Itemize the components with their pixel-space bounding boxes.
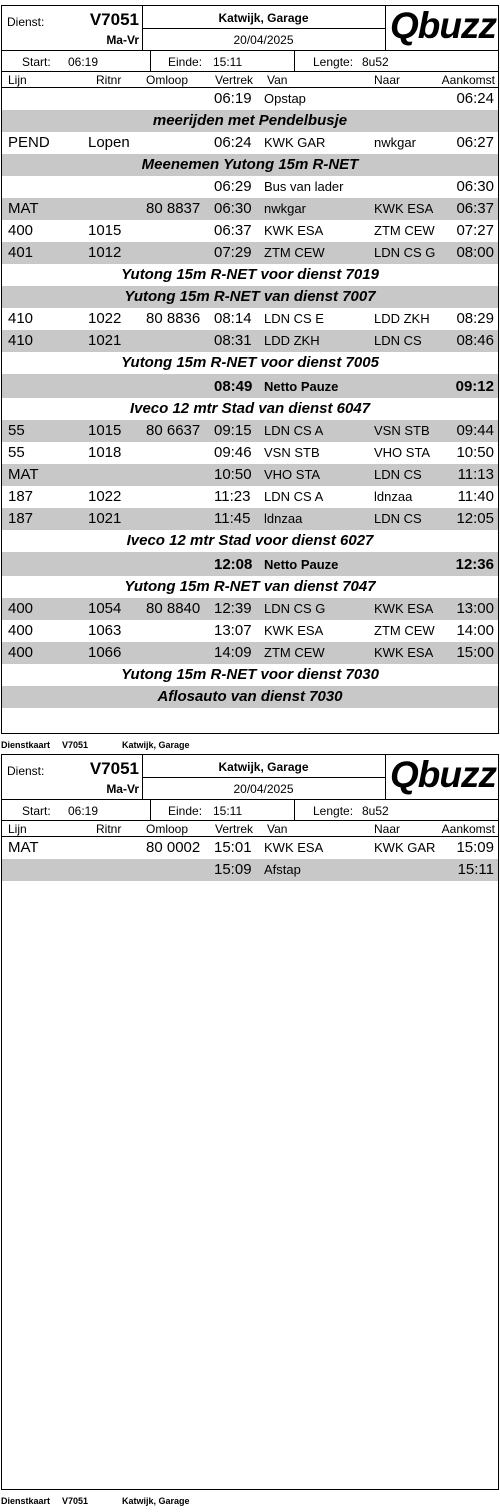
cell-ritnr: 1018: [88, 444, 122, 461]
cell-lijn: 55: [8, 444, 25, 461]
cell-naar: ZTM CEW: [374, 223, 435, 238]
dienst-label: Dienst:: [7, 764, 45, 778]
qbuzz-logo: Qbuzz: [390, 5, 496, 46]
dienst-date: 20/04/2025: [233, 782, 294, 796]
cell-naar: LDN CS: [374, 467, 422, 482]
col-naar: Naar: [374, 73, 401, 87]
cell-ritnr: Lopen: [88, 134, 130, 151]
cell-van: VHO STA: [264, 467, 321, 482]
col-omloop: Omloop: [146, 73, 189, 87]
info-bar: [2, 51, 498, 72]
cell-vertrek: 06:24: [214, 134, 252, 151]
cell-ritnr: 1022: [88, 488, 122, 505]
cell-aankomst: 12:36: [455, 556, 494, 573]
cell-naar: KWK ESA: [374, 201, 434, 216]
cell-lijn: 400: [8, 644, 34, 661]
cell-naar: LDN CS: [374, 333, 422, 348]
qbuzz-logo: Qbuzz: [390, 754, 496, 795]
cell-van: LDD ZKH: [264, 333, 320, 348]
trip-row: [2, 420, 498, 442]
trip-row: [2, 176, 498, 198]
trip-row: [2, 308, 498, 330]
card-header: [2, 6, 498, 51]
cell-naar: LDD ZKH: [374, 311, 430, 326]
cell-lijn: 55: [8, 422, 25, 439]
col-lijn: Lijn: [8, 822, 27, 836]
cell-ritnr: 1066: [88, 644, 122, 661]
dienst-date: 20/04/2025: [233, 33, 294, 47]
cell-van: Netto Pauze: [264, 379, 339, 394]
cell-ritnr: 1015: [88, 422, 122, 439]
cell-van: Netto Pauze: [264, 557, 339, 572]
cell-naar: LDN CS: [374, 511, 422, 526]
cell-vertrek: 09:46: [214, 444, 252, 461]
start-value: 06:19: [68, 55, 99, 69]
pause-row: [2, 552, 498, 576]
dienst-days: Ma-Vr: [106, 782, 139, 796]
cell-van: nwkgar: [264, 201, 306, 216]
cell-lijn: PEND: [8, 134, 50, 151]
cell-van: ZTM CEW: [264, 245, 325, 260]
cell-naar: VSN STB: [374, 423, 430, 438]
trip-row: [2, 508, 498, 530]
cell-lijn: 187: [8, 488, 34, 505]
footer-label: Dienstkaart: [1, 740, 51, 750]
cell-lijn: 400: [8, 222, 34, 239]
cell-aankomst: 11:13: [457, 466, 494, 483]
column-headers: [2, 821, 498, 837]
cell-omloop: 80 8840: [146, 600, 201, 617]
cell-ritnr: 1021: [88, 332, 122, 349]
dienst-code: V7051: [89, 10, 139, 29]
start-value: 06:19: [68, 804, 99, 818]
info-bar: [2, 800, 498, 821]
cell-naar: KWK ESA: [374, 601, 434, 616]
column-headers: [2, 72, 498, 88]
trip-row: [2, 132, 498, 154]
garage-location: Katwijk, Garage: [218, 760, 309, 774]
cell-aankomst: 07:27: [456, 222, 494, 239]
section-heading: meerijden met Pendelbusje: [2, 110, 498, 132]
cell-aankomst: 08:29: [456, 310, 494, 327]
trip-row: [2, 442, 498, 464]
dienstkaart-page-1: [1, 5, 499, 734]
cell-vertrek: 10:50: [214, 466, 252, 483]
cell-ritnr: 1021: [88, 510, 122, 527]
col-ritnr: Ritnr: [96, 73, 122, 87]
cell-omloop: 80 8836: [146, 310, 201, 327]
cell-van: LDN CS A: [264, 423, 324, 438]
card-header: [2, 755, 498, 800]
footer-code: V7051: [62, 740, 89, 750]
cell-aankomst: 15:09: [456, 839, 494, 856]
dienstkaart-page-2: [1, 754, 499, 1490]
cell-naar: KWK ESA: [374, 645, 434, 660]
trip-row: [2, 642, 498, 664]
cell-naar: LDN CS G: [374, 245, 436, 260]
cell-vertrek: 15:01: [214, 839, 252, 856]
cell-aankomst: 09:44: [456, 422, 494, 439]
cell-naar: ZTM CEW: [374, 623, 435, 638]
col-omloop: Omloop: [146, 822, 189, 836]
pause-row: [2, 374, 498, 398]
trip-row: [2, 220, 498, 242]
cell-naar: VHO STA: [374, 445, 431, 460]
col-vertrek: Vertrek: [215, 73, 254, 87]
cell-lijn: MAT: [8, 200, 39, 217]
cell-van: LDN CS E: [264, 311, 324, 326]
trip-row: [2, 198, 498, 220]
section-heading: Iveco 12 mtr Stad voor dienst 6027: [126, 532, 374, 549]
cell-van: ZTM CEW: [264, 645, 325, 660]
col-van: Van: [267, 822, 288, 836]
cell-van: ldnzaa: [264, 511, 303, 526]
einde-label: Einde:: [168, 55, 203, 69]
trip-row: [2, 620, 498, 642]
dienst-code: V7051: [89, 759, 139, 778]
cell-van: KWK ESA: [264, 840, 324, 855]
section-heading: Yutong 15m R-NET voor dienst 7030: [121, 666, 379, 683]
cell-vertrek: 08:49: [214, 378, 253, 395]
section-heading: Yutong 15m R-NET van dienst 7007: [2, 286, 498, 308]
lengte-label: Lengte:: [313, 804, 354, 818]
section-heading: Yutong 15m R-NET voor dienst 7005: [121, 354, 379, 371]
einde-value: 15:11: [213, 804, 243, 818]
cell-van: VSN STB: [264, 445, 320, 460]
cell-aankomst: 06:24: [456, 90, 494, 107]
cell-van: KWK ESA: [264, 223, 324, 238]
cell-vertrek: 08:31: [214, 332, 252, 349]
section-heading: Yutong 15m R-NET voor dienst 7019: [121, 266, 379, 283]
trip-row: [2, 88, 498, 110]
cell-vertrek: 15:09: [214, 861, 252, 878]
cell-aankomst: 06:37: [456, 200, 494, 217]
trip-row: [2, 598, 498, 620]
garage-location: Katwijk, Garage: [218, 11, 309, 25]
col-aankomst: Aankomst: [441, 822, 495, 836]
lengte-value: 8u52: [362, 55, 389, 69]
cell-van: LDN CS G: [264, 601, 326, 616]
cell-van: LDN CS A: [264, 489, 324, 504]
cell-ritnr: 1022: [88, 310, 122, 327]
trip-row: [2, 330, 498, 352]
cell-aankomst: 06:30: [456, 178, 494, 195]
cell-van: Opstap: [264, 91, 306, 106]
cell-lijn: 400: [8, 622, 34, 639]
cell-vertrek: 06:37: [214, 222, 252, 239]
footer-location: Katwijk, Garage: [122, 740, 190, 750]
cell-aankomst: 12:05: [456, 510, 494, 527]
trip-row: [2, 859, 498, 881]
cell-lijn: MAT: [8, 839, 39, 856]
cell-van: KWK GAR: [264, 135, 326, 150]
cell-vertrek: 06:30: [214, 200, 252, 217]
cell-naar: ldnzaa: [374, 489, 413, 504]
cell-aankomst: 08:00: [456, 244, 494, 261]
cell-lijn: 410: [8, 310, 34, 327]
cell-aankomst: 08:46: [456, 332, 494, 349]
cell-aankomst: 15:00: [456, 644, 494, 661]
cell-vertrek: 12:08: [214, 556, 253, 573]
trip-list: [2, 837, 498, 881]
trip-list: [2, 88, 498, 708]
cell-vertrek: 12:39: [214, 600, 252, 617]
section-heading: Yutong 15m R-NET van dienst 7047: [124, 578, 376, 595]
col-aankomst: Aankomst: [441, 73, 495, 87]
trip-row: [2, 837, 498, 859]
cell-vertrek: 06:19: [214, 90, 252, 107]
trip-row: [2, 464, 498, 486]
cell-ritnr: 1063: [88, 622, 122, 639]
cell-aankomst: 11:40: [457, 488, 494, 505]
cell-lijn: MAT: [8, 466, 39, 483]
cell-lijn: 187: [8, 510, 34, 527]
cell-vertrek: 11:45: [214, 510, 251, 527]
cell-omloop: 80 6637: [146, 422, 201, 439]
cell-lijn: 401: [8, 244, 34, 261]
cell-aankomst: 13:00: [456, 600, 494, 617]
cell-vertrek: 07:29: [214, 244, 252, 261]
start-label: Start:: [22, 804, 51, 818]
section-heading: Iveco 12 mtr Stad van dienst 6047: [129, 400, 371, 417]
cell-aankomst: 10:50: [456, 444, 494, 461]
cell-aankomst: 15:11: [457, 861, 494, 878]
cell-vertrek: 09:15: [214, 422, 252, 439]
cell-lijn: 400: [8, 600, 34, 617]
cell-ritnr: 1054: [88, 600, 122, 617]
cell-aankomst: 14:00: [456, 622, 494, 639]
einde-label: Einde:: [168, 804, 203, 818]
cell-van: Afstap: [264, 862, 301, 877]
cell-ritnr: 1012: [88, 244, 122, 261]
cell-ritnr: 1015: [88, 222, 122, 239]
trip-row: [2, 242, 498, 264]
col-van: Van: [267, 73, 288, 87]
cell-omloop: 80 8837: [146, 200, 201, 217]
trip-row: [2, 486, 498, 508]
footer-label: Dienstkaart: [1, 1496, 51, 1506]
dienst-label: Dienst:: [7, 15, 45, 29]
cell-vertrek: 08:14: [214, 310, 252, 327]
lengte-value: 8u52: [362, 804, 389, 818]
col-lijn: Lijn: [8, 73, 27, 87]
cell-naar: nwkgar: [374, 135, 416, 150]
footer-code: V7051: [62, 1496, 89, 1506]
section-heading: Aflosauto van dienst 7030: [2, 686, 498, 708]
cell-vertrek: 14:09: [214, 644, 252, 661]
section-heading: Meenemen Yutong 15m R-NET: [2, 154, 498, 176]
col-naar: Naar: [374, 822, 401, 836]
footer-location: Katwijk, Garage: [122, 1496, 190, 1506]
cell-vertrek: 06:29: [214, 178, 252, 195]
dienst-days: Ma-Vr: [106, 33, 139, 47]
cell-aankomst: 09:12: [455, 378, 494, 395]
cell-van: KWK ESA: [264, 623, 324, 638]
start-label: Start:: [22, 55, 51, 69]
einde-value: 15:11: [213, 55, 243, 69]
col-vertrek: Vertrek: [215, 822, 254, 836]
col-ritnr: Ritnr: [96, 822, 122, 836]
cell-lijn: 410: [8, 332, 34, 349]
cell-aankomst: 06:27: [456, 134, 494, 151]
cell-van: Bus van lader: [264, 179, 344, 194]
cell-omloop: 80 0002: [146, 839, 201, 856]
cell-vertrek: 11:23: [214, 488, 251, 505]
cell-vertrek: 13:07: [214, 622, 252, 639]
cell-naar: KWK GAR: [374, 840, 436, 855]
lengte-label: Lengte:: [313, 55, 354, 69]
